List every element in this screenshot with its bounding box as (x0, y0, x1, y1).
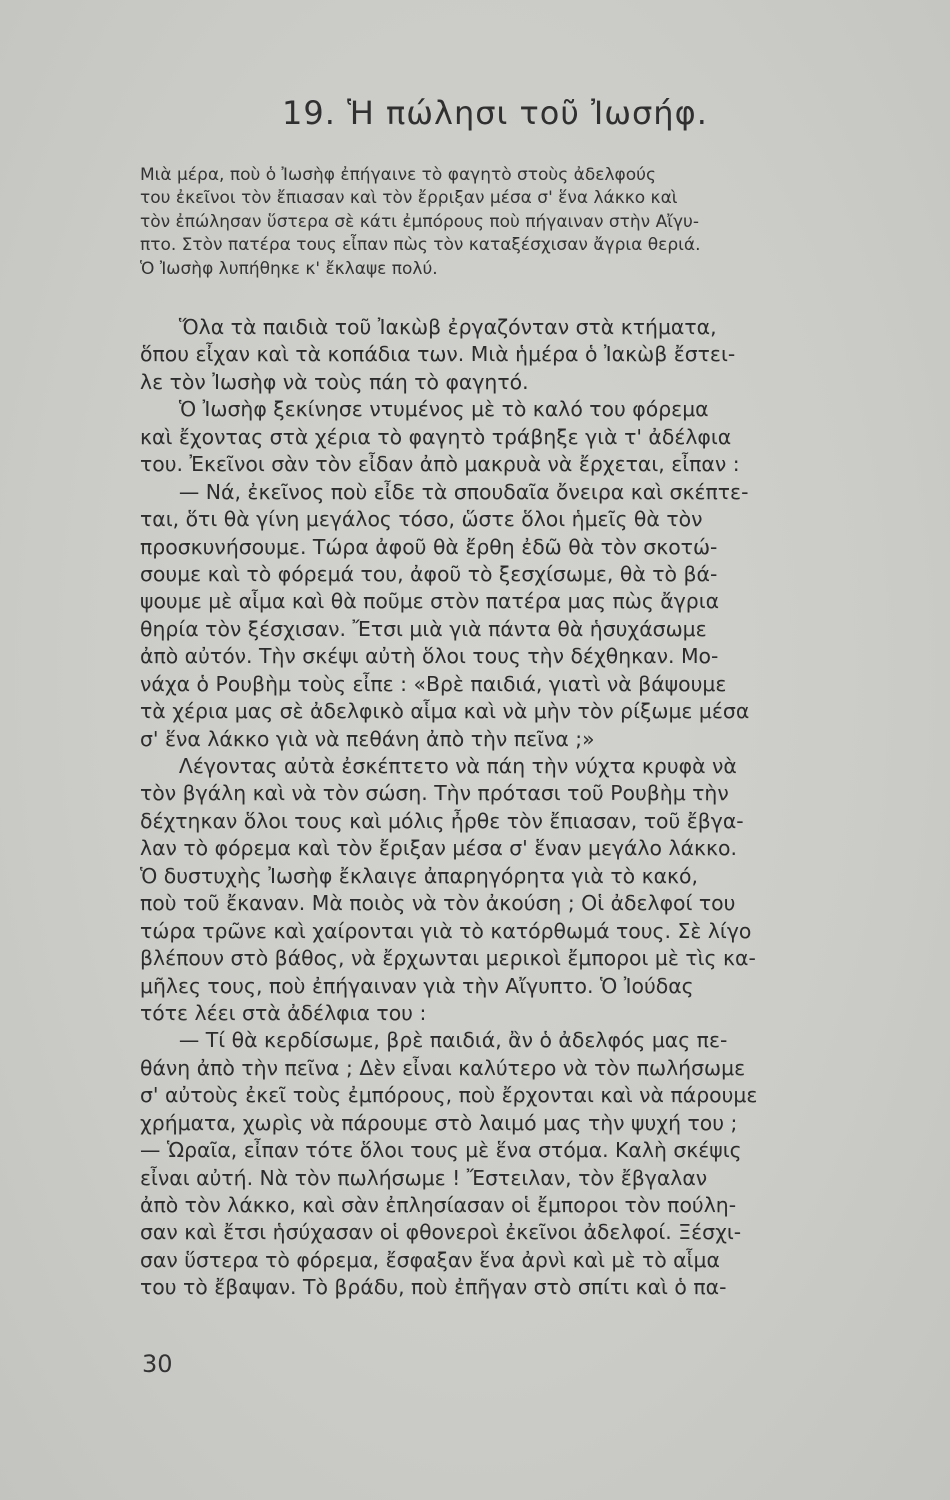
body-line: Ὁ δυστυχὴς Ἰωσὴφ ἔκλαιγε ἀπαρηγόρητα γιὰ τὸ κακό, (140, 863, 699, 888)
body-line: ται, ὅτι θὰ γίνη μεγάλος τόσο, ὥστε ὅλοι ἡμεῖς θὰ τὸν (140, 507, 703, 532)
body-line: λε τὸν Ἰωσὴφ νὰ τοὺς πάη τὸ φαγητό. (140, 369, 529, 394)
body-line: του τὸ ἔβαψαν. Τὸ βράδυ, ποὺ ἐπῆγαν στὸ σπίτι καὶ ὁ πα- (140, 1275, 727, 1300)
body-line: Ὅλα τὰ παιδιὰ τοῦ Ἰακὼβ ἐργαζόνταν στὰ κτήματα, (140, 315, 717, 339)
body-line: του. Ἐκεῖνοι σὰν τὸν εἶδαν ἀπὸ μακρυὰ νὰ ἔρχεται, εἶπαν : (140, 452, 740, 477)
summary-line: του ἐκεῖνοι τὸν ἔπιασαν καὶ τὸν ἔρριξαν μέσα σ' ἕνα λάκκο καὶ (140, 188, 678, 209)
chapter-body (140, 314, 874, 1302)
summary-line: πτο. Στὸν πατέρα τους εἶπαν πὼς τὸν καταξέσχισαν ἄγρια θεριά. (140, 235, 701, 256)
body-line: βλέπουν στὸ βάθος, νὰ ἔρχωνται μερικοὶ ἔμποροι μὲ τὶς κα- (140, 946, 756, 971)
body-line: ὅπου εἶχαν καὶ τὰ κοπάδια των. Μιὰ ἡμέρα ὁ Ἰακὼβ ἔστει- (140, 342, 736, 367)
body-line: μῆλες τους, ποὺ ἐπήγαιναν γιὰ τὴν Αἴγυπτο. Ὁ Ἰούδας (140, 973, 694, 998)
body-line: καὶ ἔχοντας στὰ χέρια τὸ φαγητὸ τράβηξε γιὰ τ' ἀδέλφια (140, 424, 732, 449)
body-line: θάνη ἀπὸ τὴν πεῖνα ; Δὲν εἶναι καλύτερο νὰ τὸν πωλήσωμε (140, 1055, 746, 1080)
summary-line: Ὁ Ἰωσὴφ λυπήθηκε κ' ἔκλαψε πολύ. (140, 258, 438, 279)
body-line: τότε λέει στὰ ἀδέλφια του : (140, 1000, 427, 1025)
body-line: λαν τὸ φόρεμα καὶ τὸν ἔριξαν μέσα σ' ἕναν μεγάλο λάκκο. (140, 836, 738, 861)
body-line: — Τί θὰ κερδίσωμε, βρὲ παιδιά, ἂν ὁ ἀδελφός μας πε- (140, 1028, 728, 1053)
summary-line: Μιὰ μέρα, ποὺ ὁ Ἰωσὴφ ἐπήγαινε τὸ φαγητὸ στοὺς ἀδελφούς (140, 165, 656, 185)
body-line: σαν καὶ ἔτσι ἡσύχασαν οἱ φθονεροὶ ἐκεῖνοι ἀδελφοί. Ξέσχι- (140, 1220, 742, 1245)
body-line: προσκυνήσουμε. Τώρα ἀφοῦ θὰ ἔρθη ἐδῶ θὰ τὸν σκοτώ- (140, 534, 718, 559)
body-line: — Ὡραῖα, εἶπαν τότε ὅλοι τους μὲ ἕνα στόμα. Καλὴ σκέψις (140, 1138, 742, 1163)
body-line: ἀπὸ αὐτόν. Τὴν σκέψι αὐτὴ ὅλοι τους τὴν δέχθηκαν. Μο- (140, 644, 719, 669)
summary-line: τὸν ἐπώλησαν ὕστερα σὲ κάτι ἐμπόρους ποὺ πήγαιναν στὴν Αἴγυ- (140, 211, 699, 232)
body-line: σαν ὕστερα τὸ φόρεμα, ἔσφαξαν ἕνα ἀρνὶ καὶ μὲ τὸ αἷμα (140, 1247, 720, 1272)
page-number: 30 (142, 1350, 173, 1378)
body-line: θηρία τὸν ξέσχισαν. Ἔτσι μιὰ γιὰ πάντα θὰ ἡσυχάσωμε (140, 616, 707, 641)
body-line: χρήματα, χωρὶς νὰ πάρουμε στὸ λαιμό μας τὴν ψυχή του ; (140, 1110, 738, 1135)
body-line: σ' αὐτοὺς ἐκεῖ τοὺς ἐμπόρους, ποὺ ἔρχονται καὶ νὰ πάρουμε (140, 1083, 758, 1108)
body-line: τὸν βγάλη καὶ νὰ τὸν σώση. Τὴν πρότασι τοῦ Ρουβὴμ τὴν (140, 781, 729, 806)
body-line: — Νά, ἐκεῖνος ποὺ εἶδε τὰ σπουδαῖα ὄνειρα καὶ σκέπτε- (140, 479, 749, 504)
body-line: νάχα ὁ Ρουβὴμ τοὺς εἶπε : «Βρὲ παιδιά, γιατὶ νὰ βάψουμε (140, 671, 727, 696)
body-line: τὰ χέρια μας σὲ ἀδελφικὸ αἷμα καὶ νὰ μὴν τὸν ρίξωμε μέσα (140, 699, 750, 724)
body-line: σουμε καὶ τὸ φόρεμά του, ἀφοῦ τὸ ξεσχίσωμε, θὰ τὸ βά- (140, 561, 718, 586)
body-line: ἀπὸ τὸν λάκκο, καὶ σὰν ἐπλησίασαν οἱ ἔμποροι τὸν πούλη- (140, 1193, 737, 1217)
body-line: τώρα τρῶνε καὶ χαίρονται γιὰ τὸ κατόρθωμά τους. Σὲ λίγο (140, 918, 752, 943)
body-line: ψουμε μὲ αἷμα καὶ θὰ ποῦμε στὸν πατέρα μας πὼς ἄγρια (140, 589, 720, 614)
body-line: Ὁ Ἰωσὴφ ξεκίνησε ντυμένος μὲ τὸ καλό του φόρεμα (140, 397, 709, 422)
body-line: δέχτηκαν ὅλοι τους καὶ μόλις ἦρθε τὸν ἔπιασαν, τοῦ ἔβγα- (140, 808, 744, 833)
chapter-summary (140, 164, 872, 281)
body-line: εἶναι αὐτή. Νὰ τὸν πωλήσωμε ! Ἔστειλαν, τὸν ἔβγαλαν (140, 1165, 708, 1190)
body-line: Λέγοντας αὐτὰ ἐσκέπτετο νὰ πάη τὴν νύχτα κρυφὰ νὰ (140, 754, 737, 778)
body-line: σ' ἕνα λάκκο γιὰ νὰ πεθάνη ἀπὸ τὴν πεῖνα ;» (140, 726, 595, 751)
body-line: ποὺ τοῦ ἔκαναν. Μὰ ποιὸς νὰ τὸν ἀκούση ; Οἱ ἀδελφοί του (140, 891, 736, 916)
chapter-title: 19. Ἡ πώλησι τοῦ Ἰωσήφ. (282, 94, 708, 132)
